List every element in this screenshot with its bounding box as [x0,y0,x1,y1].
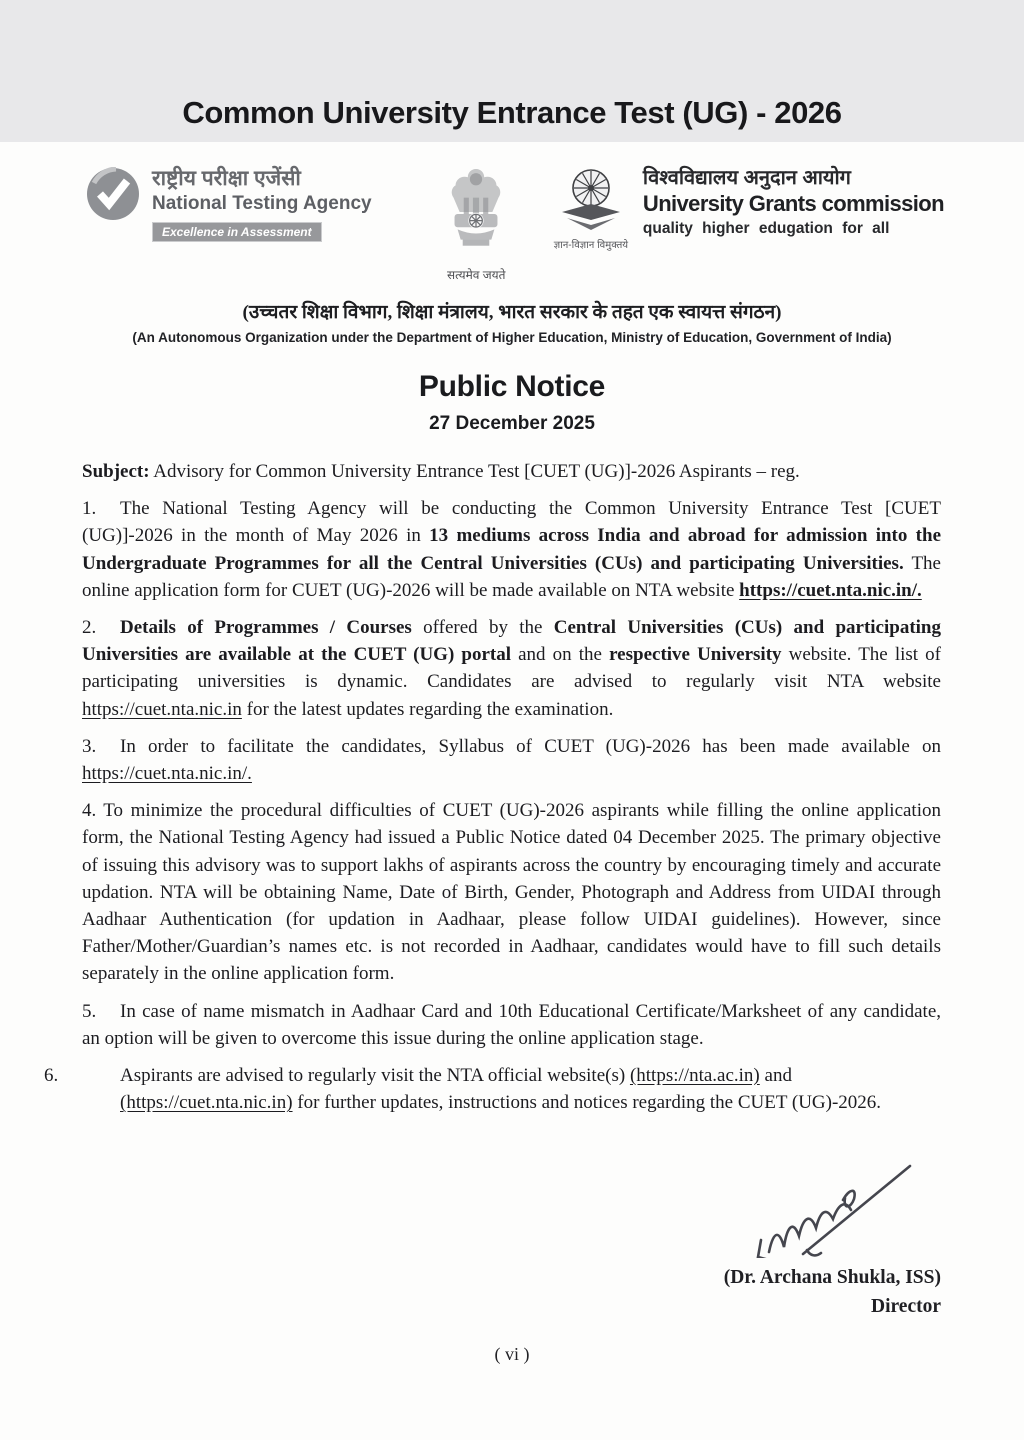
notice-heading: Public Notice [418,370,606,403]
paragraph-list [44,495,942,1116]
paragraph-text: for further updates, instructions and notices regarding the CUET (UG)-2026. [292,1092,882,1114]
paragraph-text: 13 mediums across India and abroad for admission into the Undergraduate Programmes for all the Central Universities (CUs) and participating Universities. [82,525,942,574]
notice-paragraph [82,614,941,723]
paragraph-number: 1. [82,498,97,520]
paragraph-text: The National Testing Agency will be conducting the Common University Entrance Test [CUET (UG)]-2026 in the month of May 2026 in [82,498,941,547]
ugc-text-block [643,167,944,238]
nta-hindi-name: राष्ट्रीय परीक्षा एजेंसी [152,167,301,190]
ugc-tagline: quality higher edugation for all [642,220,890,237]
paragraph-number: 3. [82,735,97,757]
paragraph-text: and [759,1065,792,1087]
subject-line [82,458,941,485]
notice-paragraph [82,733,941,787]
url-text: https://cuet.nta.nic.in/. [82,763,252,785]
url-text: https://cuet.nta.nic.in/. [739,579,922,601]
subject-label: Subject: [82,461,150,482]
paragraph-text: offered by the [411,617,554,639]
paragraph-text: for the latest updates regarding the examination. [241,698,614,720]
india-emblem-icon [447,246,505,263]
ugc-motto: ज्ञान-विज्ञान विमुक्तये [553,240,629,251]
ugc-logo-column [551,167,631,251]
logo-row [86,167,944,285]
paragraph-number: 6. [44,1065,59,1087]
notice-paragraph [82,797,941,987]
notice-paragraph [82,998,941,1052]
nta-english-name: National Testing Agency [152,193,372,215]
paragraph-text: In order to facilitate the candidates, Syllabus of CUET (UG)-2026 has been made available on [120,735,941,757]
url-text: (https://nta.ac.in) [629,1065,760,1087]
emblem-block [411,167,541,283]
signatory-name: (Dr. Archana Shukla, ISS) [723,1267,941,1289]
nta-tagline-badge: Excellence in Assessment [152,222,322,242]
paragraph-text: Aspirants are advised to regularly visit the NTA official website(s) [120,1065,630,1087]
paragraph-number: 4. [82,800,97,822]
notice-paragraph [82,495,941,604]
notice-paragraph [44,1062,941,1116]
ugc-english-name: University Grants commission [642,191,944,216]
signature-scrawl-icon [747,1158,915,1263]
paragraph-text: respective University [609,644,782,666]
org-line-english: (An Autonomous Organization under the Department of Higher Education, Ministry of Education, Government of India) [132,330,892,345]
url-text: (https://cuet.nta.nic.in) [120,1092,293,1114]
url-text: https://cuet.nta.nic.in [82,698,242,720]
signatory-title: Director [870,1296,941,1318]
paragraph-text: In case of name mismatch in Aadhaar Card and 10th Educational Certificate/Marksheet of any candidate, an option will be given to overcome this issue during the online application stage. [82,1000,941,1049]
ugc-logo-block [551,167,944,251]
paragraph-text: and on the [511,644,610,666]
nta-text-block [152,167,372,242]
paragraph-number: 2. [82,617,97,639]
nta-logo-block [86,167,372,242]
nta-checkmark-icon [86,167,140,226]
page-title: Common University Entrance Test (UG) - 2026 [182,95,842,130]
paragraph-text: The online application form for CUET (UG)-2026 will be made available on NTA website [82,552,941,601]
org-line-hindi: (उच्चतर शिक्षा विभाग, शिक्षा मंत्रालय, भारत सरकार के तहत एक स्वायत्त संगठन) [242,302,782,323]
emblem-caption: सत्यमेव जयते [447,268,506,282]
signature-block [0,1158,941,1318]
paragraph-text: Details of Programmes / Courses [120,617,412,639]
page-number: ( vi ) [494,1344,530,1364]
ugc-wheel-book-icon [559,218,623,235]
notice-body [44,458,942,1116]
paragraph-text: website. The list of participating universities is dynamic. Candidates are advised to regularly visit NTA website [82,644,941,693]
paragraph-text: Central Universities (CUs) and participating Universities are available at the CUET (UG) portal [82,617,941,666]
notice-date: 27 December 2025 [429,413,595,434]
paragraph-text: To minimize the procedural difficulties of CUET (UG)-2026 aspirants while filling the online application form, the National Testing Agency had issued a Public Notice dated 04 December 2025. The primary objective of issuing this advisory was to support lakhs of aspirants across the country by encouraging timely and accurate updation. NTA will be obtaining Name, Date of Birth, Gender, Photograph and Address from UIDAI through Aadhaar Authentication (for updation in Aadhaar, please follow UIDAI guidelines). However, since Father/Mother/Guardian’s names etc. is not recorded in Aadhaar, candidates would have to fill such details separately in the online application form. [82,800,941,985]
subject-text: Advisory for Common University Entrance Test [CUET (UG)]-2026 Aspirants – reg. [149,461,800,482]
title-banner [0,0,1024,142]
ugc-hindi-name: विश्वविद्यालय अनुदान आयोग [642,167,851,189]
paragraph-number: 5. [82,1000,97,1022]
